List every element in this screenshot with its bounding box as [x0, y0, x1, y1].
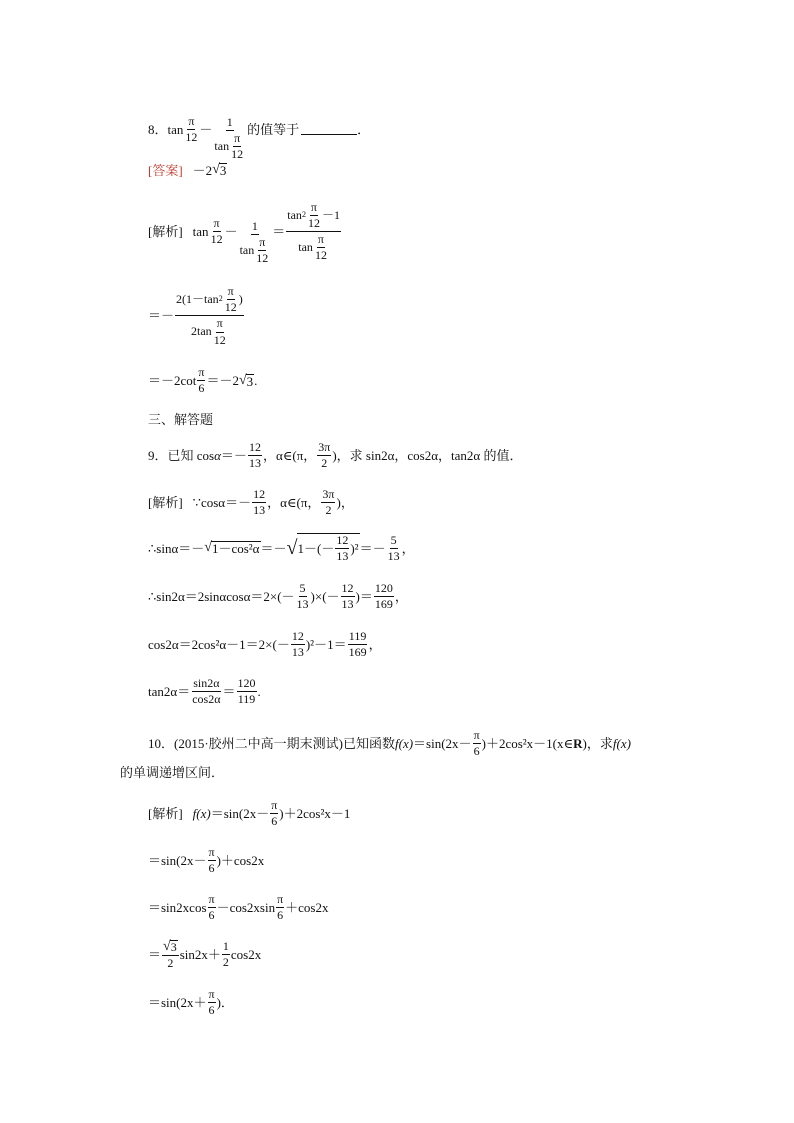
- text: ＝: [222, 684, 236, 700]
- text: .: [257, 684, 261, 700]
- text: ＝－: [359, 540, 386, 556]
- fraction: 12 13: [253, 487, 266, 518]
- text: R: [573, 736, 583, 752]
- explanation-line: [148, 893, 329, 922]
- text: ＝－2cot: [148, 373, 197, 389]
- text: f(x): [395, 736, 414, 752]
- fraction: π 6: [473, 728, 480, 759]
- text: －: [199, 122, 213, 138]
- explanation-line: [148, 630, 382, 659]
- explanation-line: [148, 677, 261, 706]
- fraction: 2(1－tan 2 π 12 ) 2tan π 12: [176, 284, 243, 347]
- explanation-line: [148, 939, 261, 971]
- fraction: 1 2: [222, 939, 229, 970]
- text: ∵cosα＝－: [192, 495, 252, 511]
- text: －: [224, 224, 238, 240]
- text: 10．(2015·胶州二中高一期末测试)已知函数: [148, 736, 395, 752]
- text: cos2x: [230, 947, 262, 963]
- explanation-tag: [解析]: [148, 495, 183, 511]
- radicand: 3: [246, 373, 254, 389]
- section-title: 三、解答题: [148, 412, 214, 427]
- answer-line: [148, 163, 227, 177]
- fraction: 5 13: [387, 532, 400, 563]
- fraction: π 6: [208, 892, 215, 923]
- text: －cos2xsin: [216, 900, 276, 916]
- explanation-line: [148, 582, 408, 611]
- text: 的单调递增区间．: [120, 765, 225, 780]
- text: )，: [336, 495, 354, 511]
- text: sin2x＋: [179, 947, 221, 963]
- text: ∴sinα＝－: [148, 540, 205, 556]
- fraction: π 6: [277, 892, 284, 923]
- radicand: 1－(－ 12 13 )²: [297, 533, 359, 564]
- text: ，: [368, 637, 382, 653]
- fraction: 12 13: [341, 581, 354, 612]
- fraction: 3π 2: [322, 487, 335, 518]
- text: ∴sin2α＝2sinαcosα＝2×(－: [148, 589, 295, 605]
- text: ，: [401, 540, 415, 556]
- text: )×(－: [310, 589, 340, 605]
- text: ＝－: [260, 540, 287, 556]
- fraction: 12 13: [291, 629, 304, 660]
- text: ＝sin(2x－: [413, 736, 472, 752]
- explanation-line: [148, 198, 342, 266]
- text: ＋cos2x: [285, 900, 329, 916]
- text: .: [254, 373, 258, 389]
- fraction: π 12: [185, 114, 198, 145]
- text: ＝－2: [206, 373, 239, 389]
- section-heading: [148, 413, 213, 426]
- answer-blank: [301, 124, 357, 135]
- text: ．: [357, 122, 371, 138]
- sqrt-sign: √: [212, 162, 220, 177]
- explanation-tag: [解析]: [148, 224, 183, 240]
- text: 9．已知 cos: [148, 448, 215, 464]
- fraction: sin2α cos2α: [192, 676, 221, 707]
- fraction: π 6: [198, 365, 205, 396]
- text: cos2α＝2cos²α－1＝2×(－: [148, 637, 290, 653]
- answer-tag: [答案]: [148, 162, 183, 178]
- text: ＝sin(2x－: [210, 806, 270, 822]
- question-10-continued: [120, 766, 224, 779]
- question-9: [148, 441, 522, 470]
- fraction: 5 13: [296, 581, 309, 612]
- fraction: 12 13: [248, 440, 261, 471]
- text: tan: [192, 224, 209, 240]
- text: α: [214, 448, 221, 464]
- text: ，: [394, 589, 408, 605]
- explanation-line: [148, 366, 257, 395]
- fraction: 3π 2: [318, 440, 331, 471]
- fraction: 120 119: [237, 676, 256, 707]
- text: ＝－: [220, 448, 247, 464]
- answer-value: －2: [192, 162, 213, 178]
- fraction: 120 169: [374, 581, 393, 612]
- text: ＝－: [148, 308, 175, 324]
- sqrt-sign: √: [238, 372, 247, 388]
- text: ＝: [272, 224, 286, 240]
- text: f(x): [612, 736, 631, 752]
- text: )，求 sin2α，cos2α，tan2α 的值．: [332, 448, 523, 464]
- fraction: 1 tan π 12: [214, 115, 244, 162]
- explanation-line: [148, 799, 350, 828]
- text: f(x): [192, 806, 211, 822]
- fraction: tan 2 π 12 －1 tan π 12: [287, 199, 340, 263]
- text: )＋2cos²x－1(x∈: [481, 736, 574, 752]
- fraction: √ 3 2: [163, 939, 177, 971]
- explanation-line: [148, 488, 354, 517]
- text: tan2α＝: [148, 684, 191, 700]
- question-number: 8．: [148, 122, 168, 138]
- text: )²－1＝: [305, 637, 347, 653]
- explanation-line: [148, 988, 234, 1017]
- question-10: [148, 729, 631, 758]
- text: ＝sin2xcos: [148, 900, 207, 916]
- text: ＝: [148, 947, 162, 963]
- text: ＝sin(2x＋: [148, 995, 207, 1011]
- sqrt-sign: √: [286, 537, 298, 560]
- text: )＋cos2x: [216, 853, 265, 869]
- question-8: [148, 98, 370, 162]
- fraction: π 6: [271, 798, 278, 829]
- text: ＝sin(2x－: [148, 853, 207, 869]
- text: ，α∈(π，: [262, 448, 317, 464]
- explanation-line: [148, 285, 245, 347]
- radicand: 1－cos²α: [211, 541, 260, 557]
- fraction: π 12: [210, 216, 223, 247]
- text: )，求: [582, 736, 613, 752]
- text: )．: [216, 995, 234, 1011]
- fraction: 1 tan π 12: [239, 219, 269, 266]
- text: )＋2cos²x－1: [279, 806, 351, 822]
- radicand: 3: [219, 163, 227, 178]
- text: ，α∈(π，: [267, 495, 321, 511]
- fraction: π 6: [208, 987, 215, 1018]
- fraction: 119 169: [348, 629, 367, 660]
- explanation-line: [148, 533, 415, 563]
- text: tan: [167, 122, 184, 138]
- explanation-tag: [解析]: [148, 806, 183, 822]
- sqrt-sign: √: [204, 540, 212, 556]
- explanation-line: [148, 846, 264, 875]
- text: )＝: [355, 589, 373, 605]
- fraction: π 6: [208, 845, 215, 876]
- text: 的值等于: [247, 122, 300, 138]
